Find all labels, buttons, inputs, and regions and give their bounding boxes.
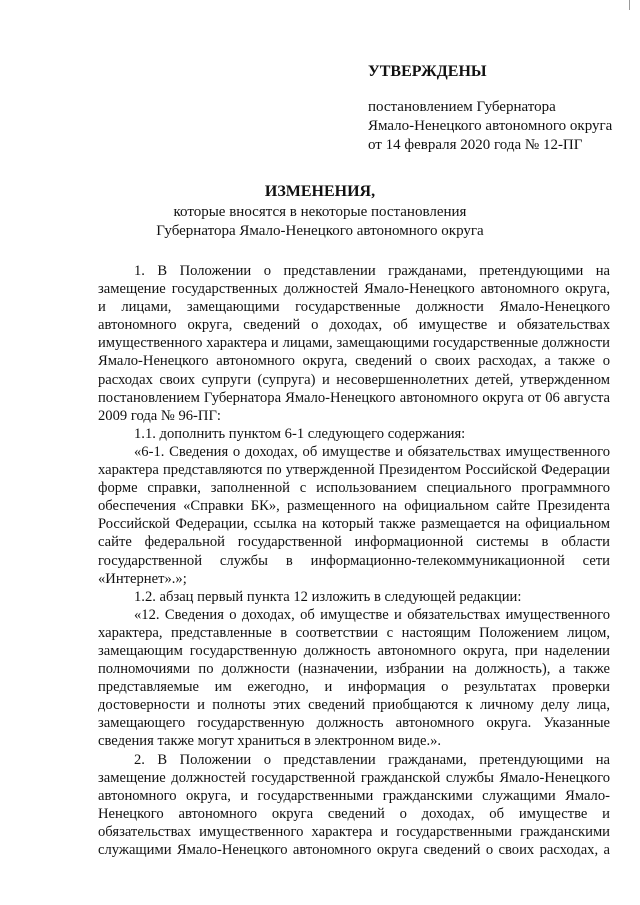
approval-block (368, 62, 612, 155)
paragraph: 1. В Положении о представлении гражданами, претендующими на замещение государственных должностей Ямало-Ненецкого автономного округа, и лицами, замещающими государственные должности Ямало-Ненецкого автономного округа, сведений о доходах, об имуществе и обязательствах имущественного характера и лицами, замещающими государственные должности Ямало-Ненецкого автономного округа, сведений о своих расходах, а также о расходах своих супруги (супруга) и несовершеннолетних детей, утвержденном постановлением Губернатора Ямало-Ненецкого автономного округа от 06 августа 2009 года № 96-ПГ: (98, 263, 610, 424)
approval-heading: УТВЕРЖДЕНЫ (368, 63, 487, 80)
document-title: ИЗМЕНЕНИЯ, (264, 183, 376, 200)
paragraph: «12. Сведения о доходах, об имуществе и обязательствах имущественного характера, представленные в соответствии с настоящим Положением лицом, замещающим государственную должность автономного округа, при наделении полномочиями по должности (назначении, избрании на должность), а также представляемые им ежегодно, и информация о результатах проверки достоверности и полноты этих сведений приобщаются к личному делу лица, замещающего государственную должность автономного округа. Указанные сведения также могут храниться в электронном виде.». (98, 606, 610, 750)
paragraph: 1.1. дополнить пунктом 6-1 следующего содержания: (134, 425, 466, 442)
document-subtitle: Губернатора Ямало-Ненецкого автономного округа (156, 223, 484, 239)
approval-line: постановлением Губернатора (368, 99, 556, 115)
approval-line: от 14 февраля 2020 года № 12-ПГ (368, 137, 583, 153)
paragraph: 2. В Положении о представлении гражданами, претендующими на замещение должностей государственной гражданской службы Ямало-Ненецкого автономного округа, и государственными гражданскими служащими Ямало-Ненецкого автономного округа сведений о доходах, об имуществе и обязательствах имущественного характера и государственными гражданскими служащими Ямало-Ненецкого автономного округа сведений о своих расходах, а (98, 751, 610, 858)
approval-line: Ямало-Ненецкого автономного округа (368, 118, 613, 134)
document-body (98, 262, 610, 859)
scan-edge-mark (629, 0, 636, 10)
paragraph: 1.2. абзац первый пункта 12 изложить в следующей редакции: (134, 588, 522, 605)
document-subtitle: которые вносятся в некоторые постановления (173, 204, 467, 220)
title-block (0, 182, 640, 241)
paragraph: «6-1. Сведения о доходах, об имуществе и обязательствах имущественного характера представляются по утвержденной Президентом Российской Федерации форме справки, заполненной с использованием специального программного обеспечения «Справки БК», размещенного на официальном сайте Президента Российской Федерации, ссылка на который также размещается на официальном сайте федеральной государственной информационной системы в области государственной службы в информационно-телекоммуникационной сети «Интернет».»; (98, 443, 610, 587)
